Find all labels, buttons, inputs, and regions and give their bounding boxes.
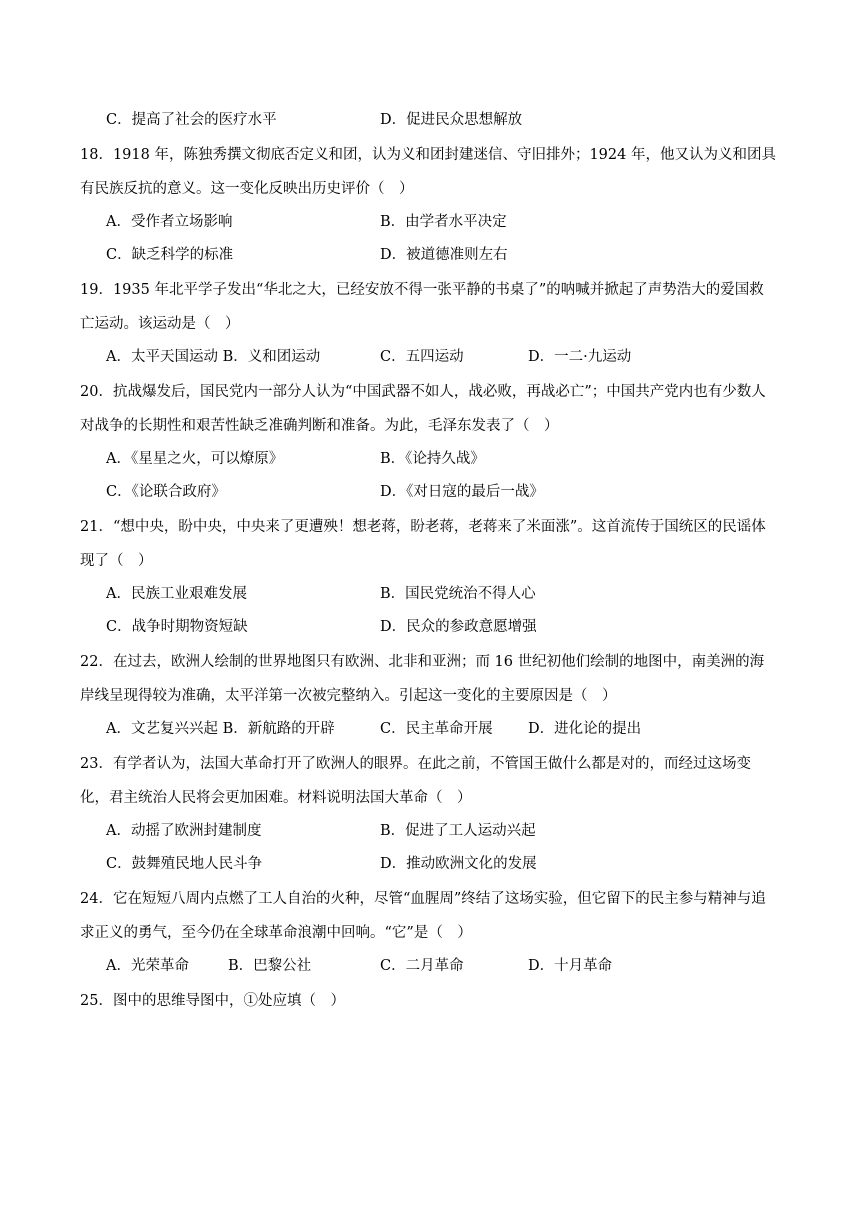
question-20-stem-line-2: 对战争的长期性和艰苦性缺乏准确判断和准备。为此，毛泽东发表了（ ） <box>80 418 559 434</box>
question-24-stem-line-2: 求正义的勇气，至今仍在全球革命浪潮中回响。“它”是（ ） <box>80 925 472 941</box>
option-a[interactable]: A．《星星之火，可以燎原》 <box>106 451 284 467</box>
option-d[interactable]: D．十月革命 <box>528 958 613 974</box>
option-d[interactable]: D．民众的参政意愿增强 <box>380 619 537 635</box>
option-c[interactable]: C．鼓舞殖民地人民斗争 <box>106 856 263 872</box>
option-d[interactable]: D．《对日寇的最后一战》 <box>380 484 544 500</box>
option-c[interactable]: C．二月革命 <box>380 958 464 974</box>
option-d[interactable]: D．被道德准则左右 <box>380 247 508 263</box>
option-b[interactable]: B．《论持久战》 <box>380 451 485 467</box>
option-c[interactable]: C．战争时期物资短缺 <box>106 619 248 635</box>
option-d[interactable]: D．推动欧洲文化的发展 <box>380 856 537 872</box>
question-19-stem-line-1: 19．1935 年北平学子发出“华北之大，已经安放不得一张平静的书桌了”的呐喊并掀起了声势浩大的爱国救 <box>80 282 764 298</box>
question-21-stem-line-1: 21．“想中央，盼中央，中央来了更遭殃！想老蒋，盼老蒋，老蒋来了米面涨”。这首流传于国统区的民谣体 <box>80 519 766 535</box>
question-21-stem-line-2: 现了（ ） <box>80 553 153 569</box>
option-c[interactable]: C．民主革命开展 <box>380 721 493 737</box>
question-25-stem-line-1: 25．图中的思维导图中，①处应填（ ） <box>80 993 345 1009</box>
option-c[interactable]: C．缺乏科学的标准 <box>106 247 234 263</box>
option-b[interactable]: B．巴黎公社 <box>228 958 312 974</box>
option-c[interactable]: C．《论联合政府》 <box>106 484 226 500</box>
option-b[interactable]: B．由学者水平决定 <box>380 214 507 230</box>
option-a[interactable]: A．动摇了欧洲封建制度 <box>106 823 262 839</box>
option-d[interactable]: D．进化论的提出 <box>528 721 642 737</box>
option-a[interactable]: A．受作者立场影响 <box>106 214 233 230</box>
option-d[interactable]: D．促进民众思想解放 <box>380 112 523 128</box>
option-b[interactable]: B．国民党统治不得人心 <box>380 586 536 602</box>
question-22-stem-line-2: 岸线呈现得较为准确，太平洋第一次被完整纳入。引起这一变化的主要原因是（ ） <box>80 688 617 704</box>
option-d[interactable]: D．一二·九运动 <box>528 349 632 365</box>
option-a[interactable]: A．光荣革命 <box>106 958 189 974</box>
question-22-stem-line-1: 22．在过去，欧洲人绘制的世界地图只有欧洲、北非和亚洲；而 16 世纪初他们绘制的地图中，南美洲的海 <box>80 654 765 670</box>
question-19-stem-line-2: 亡运动。该运动是（ ） <box>80 316 240 332</box>
question-20-stem-line-1: 20．抗战爆发后，国民党内一部分人认为“中国武器不如人，战必败，再战必亡”；中国共产党内也有少数人 <box>80 384 766 400</box>
question-24-stem-line-1: 24．它在短短八周内点燃了工人自治的火种，尽管“血腥周”终结了这场实验，但它留下的民主参与精神与追 <box>80 891 766 907</box>
question-23-stem-line-1: 23．有学者认为，法国大革命打开了欧洲人的眼界。在此之前，不管国王做什么都是对的，而经过这场变 <box>80 756 751 772</box>
option-a[interactable]: A．民族工业艰难发展 <box>106 586 247 602</box>
option-a-b[interactable]: A．太平天国运动 B．义和团运动 <box>106 349 321 365</box>
question-18-stem-line-2: 有民族反抗的意义。这一变化反映出历史评价（ ） <box>80 181 414 197</box>
option-b[interactable]: B．促进了工人运动兴起 <box>380 823 536 839</box>
option-c[interactable]: C．提高了社会的医疗水平 <box>106 112 277 128</box>
question-23-stem-line-2: 化，君主统治人民将会更加困难。材料说明法国大革命（ ） <box>80 790 472 806</box>
question-18-stem-line-1: 18．1918 年，陈独秀撰文彻底否定义和团，认为义和团封建迷信、守旧排外；1924 年，他又认为义和团具 <box>80 147 776 163</box>
option-a-b[interactable]: A．文艺复兴兴起 B．新航路的开辟 <box>106 721 335 737</box>
option-c[interactable]: C．五四运动 <box>380 349 464 365</box>
